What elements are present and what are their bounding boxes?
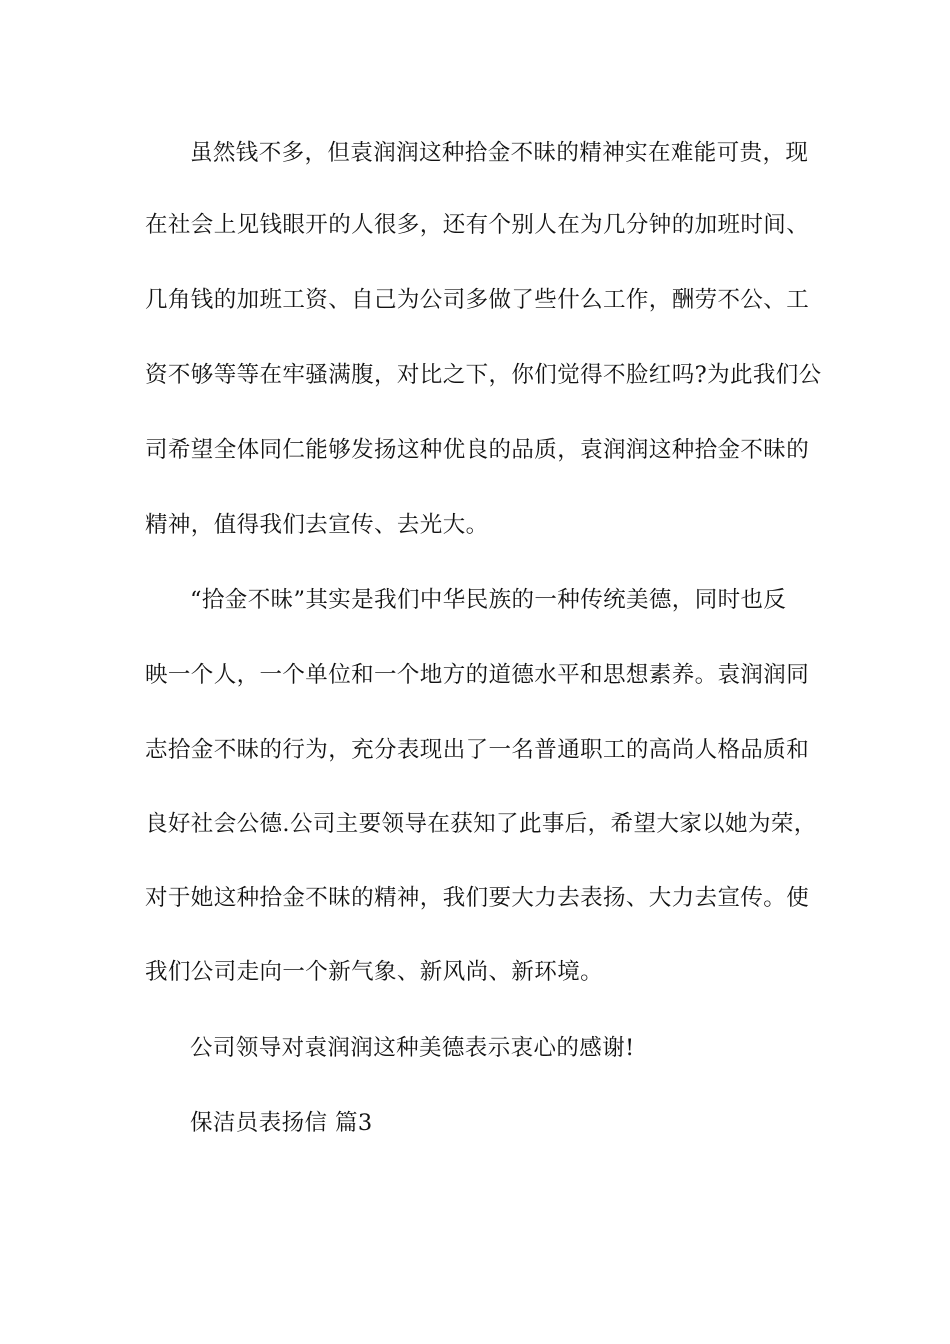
paragraph-2-line-5: 对于她这种拾金不昧的精神，我们要大力去表扬、大力去宣传。使 — [145, 885, 810, 911]
paragraph-2-line-3: 志拾金不昧的行为，充分表现出了一名普通职工的高尚人格品质和 — [145, 737, 810, 763]
paragraph-2-line-2: 映一个人，一个单位和一个地方的道德水平和思想素养。袁润润同 — [145, 662, 810, 688]
paragraph-2-line-1: “拾金不昧”其实是我们中华民族的一种传统美德，同时也反 — [190, 587, 787, 613]
paragraph-2-line-6: 我们公司走向一个新气象、新风尚、新环境。 — [145, 959, 604, 985]
paragraph-1-line-2: 在社会上见钱眼开的人很多，还有个别人在为几分钟的加班时间、 — [145, 212, 810, 238]
paragraph-1-line-6: 精神，值得我们去宣传、去光大。 — [145, 512, 489, 538]
section-heading: 保洁员表扬信 篇3 — [190, 1110, 373, 1136]
paragraph-3-line-1: 公司领导对袁润润这种美德表示衷心的感谢! — [190, 1035, 635, 1061]
paragraph-1-line-5: 司希望全体同仁能够发扬这种优良的品质，袁润润这种拾金不昧的 — [145, 437, 810, 463]
paragraph-2-line-4: 良好社会公德.公司主要领导在获知了此事后，希望大家以她为荣， — [145, 811, 817, 837]
paragraph-1-line-1: 虽然钱不多，但袁润润这种拾金不昧的精神实在难能可贵，现 — [190, 140, 809, 166]
paragraph-1-line-3: 几角钱的加班工资、自己为公司多做了些什么工作，酬劳不公、工 — [145, 287, 810, 313]
paragraph-1-line-4: 资不够等等在牢骚满腹，对比之下，你们觉得不脸红吗?为此我们公 — [145, 362, 822, 388]
